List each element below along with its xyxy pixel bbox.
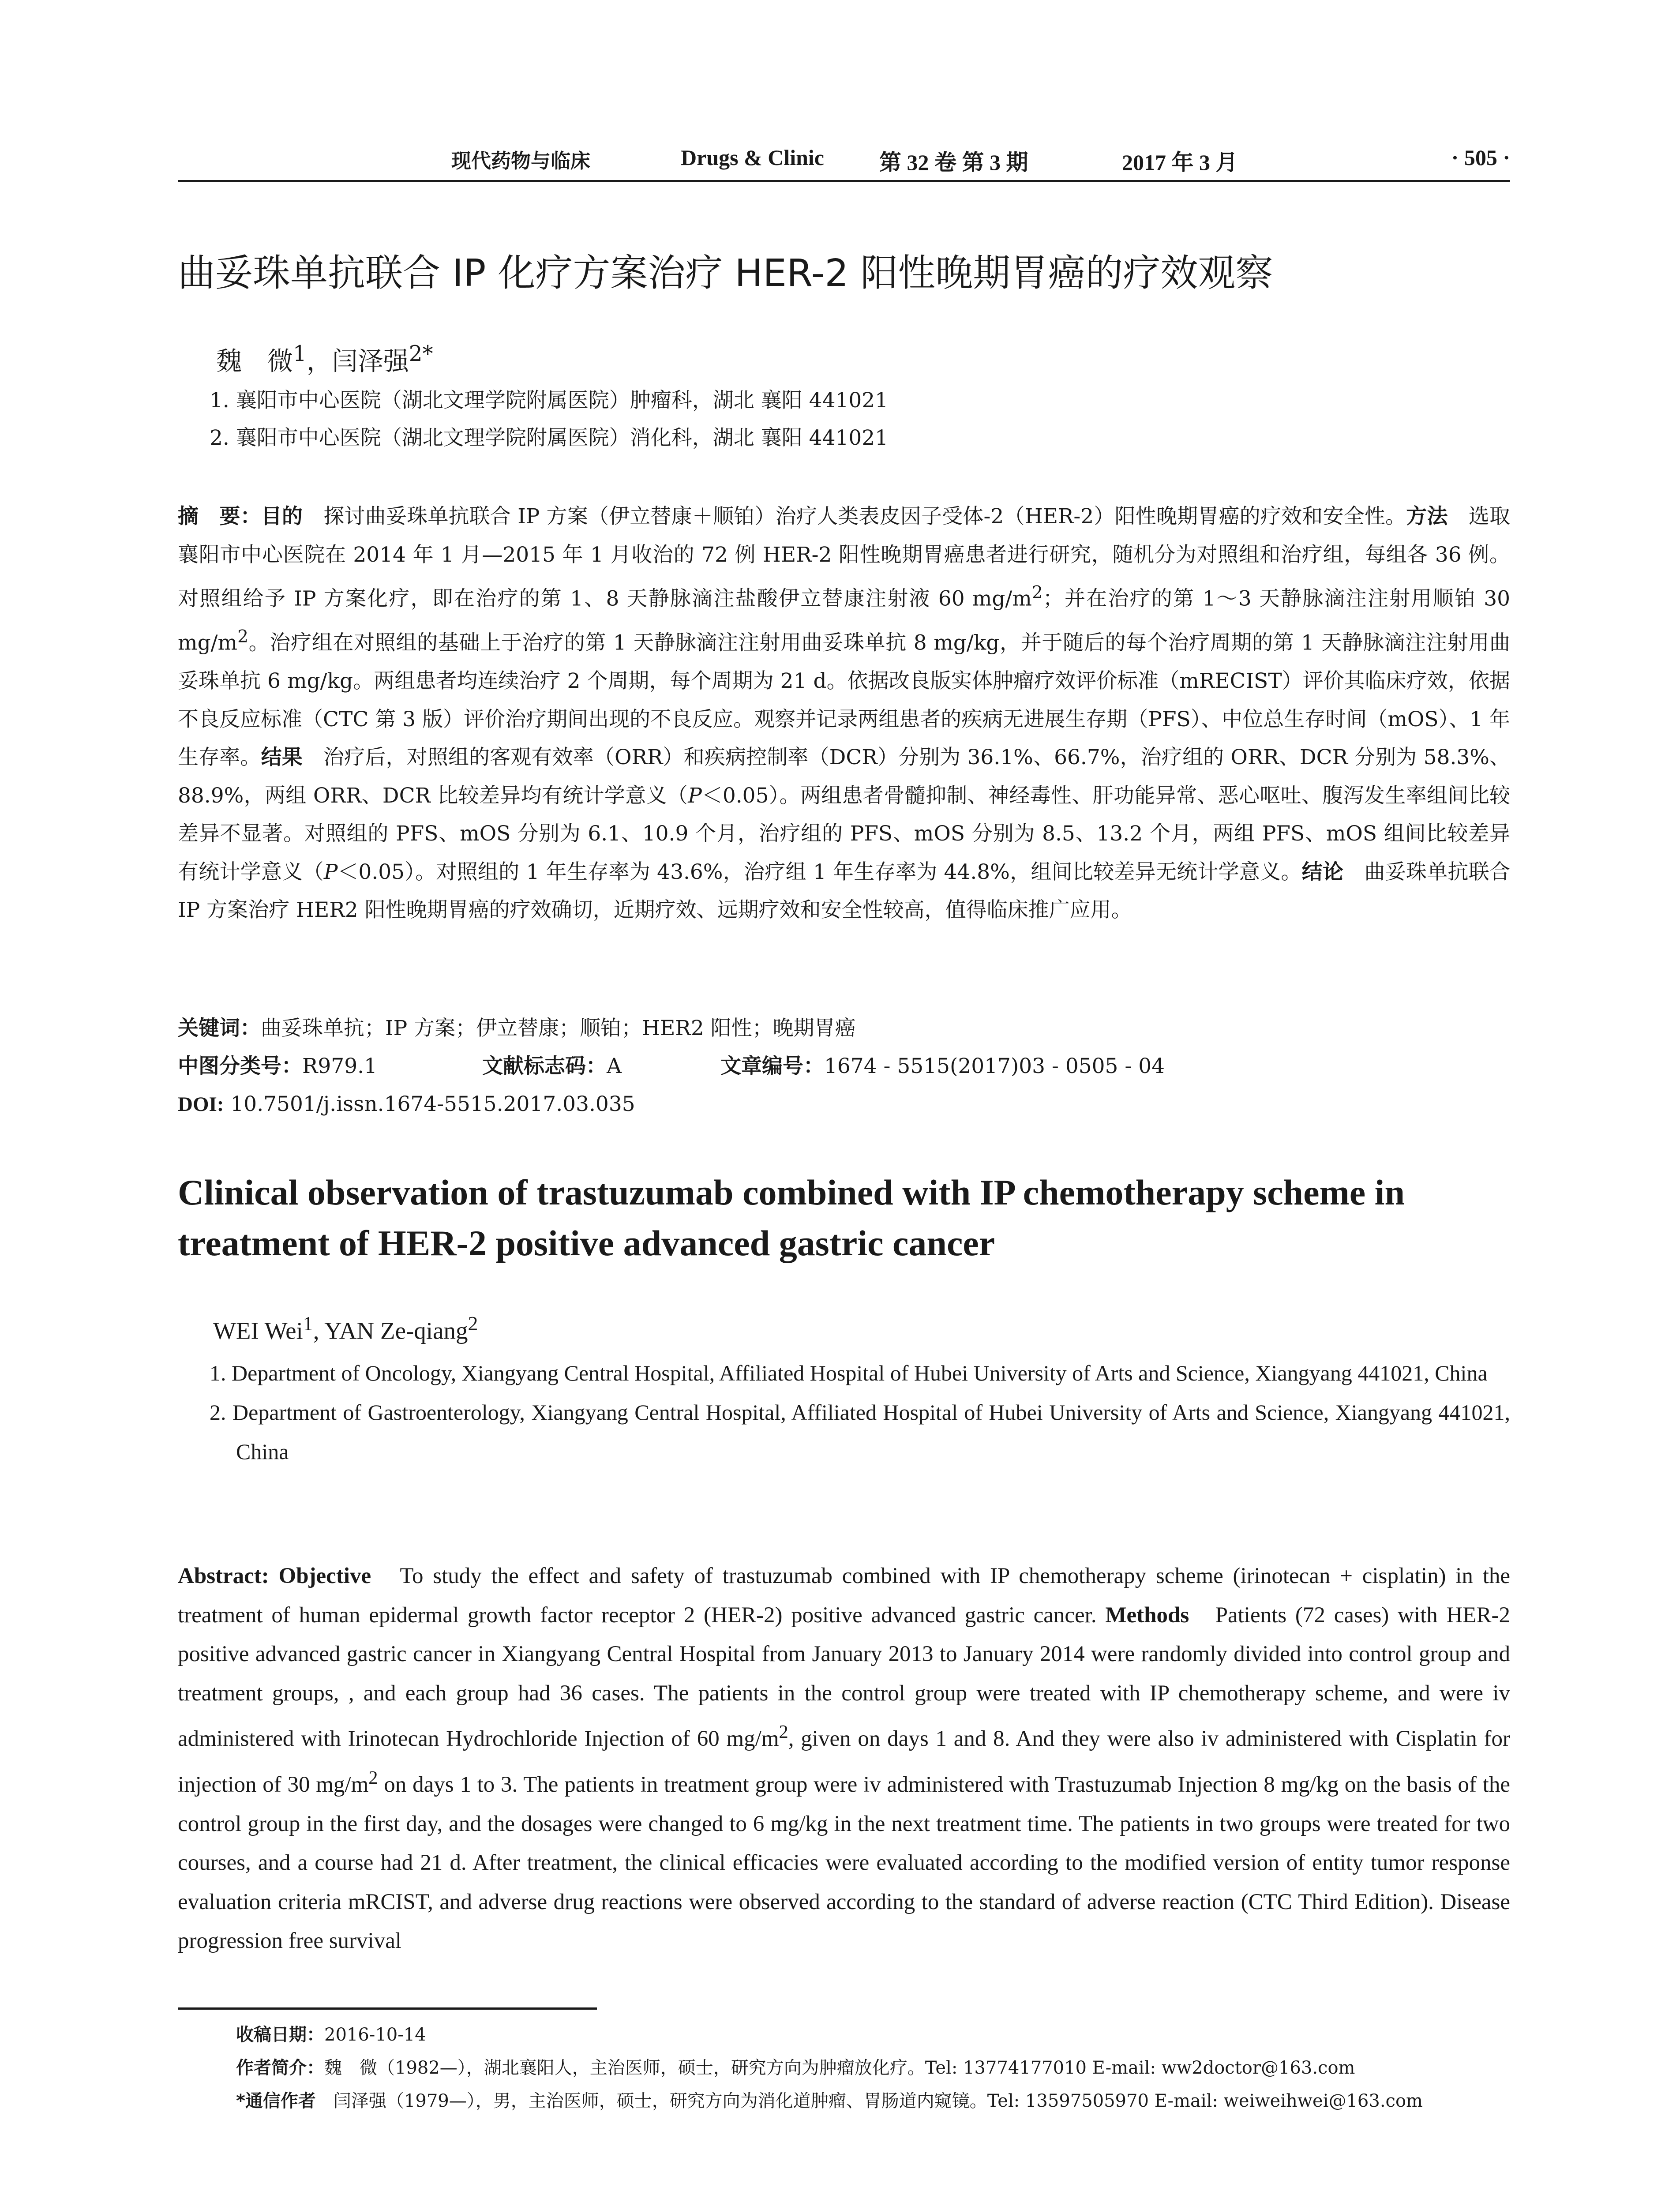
journal-name-en: Drugs & Clinic bbox=[681, 145, 824, 170]
received-value: 2016-10-14 bbox=[324, 2025, 426, 2045]
author-name: YAN Ze-qiang bbox=[324, 1317, 468, 1344]
clc-label: 中图分类号： bbox=[178, 1054, 302, 1078]
author-affil-sup: 1 bbox=[303, 1312, 313, 1335]
bio-text: 魏 微（1982—），湖北襄阳人，主治医师，硕士，研究方向为肿瘤放化疗。Tel: 13774177010 E-mail: ww2doctor@163.com bbox=[324, 2058, 1355, 2078]
results-text: ＜0.05）。两组患者骨髓抑制、神经毒性、肝功能异常、恶心呕吐、腹泻发生率组间比较差异不显著。对照组的 PFS、mOS 分别为 6.1、10.9 个月，治疗组的 PFS、mOS 分别为 8.5、13.2 个月，两组 PFS、mOS 组间比较差异有统计学意义（ bbox=[178, 783, 1510, 884]
methods-text: Patients (72 cases) with HER-2 positive advanced gastric cancer in Xiangyang Central Hospital from January 2013 to January 2014 were randomly divided into control group and treatment groups, , and each group had 36 cases. The patients in the control group were treated with IP chemotherapy scheme, and were iv administered with Irinotecan Hydrochloride Injection of 60 mg/m bbox=[178, 1602, 1511, 1752]
page-number: · 505 · bbox=[1451, 145, 1510, 170]
superscript: 2 bbox=[368, 1767, 378, 1788]
corresponding-label: *通信作者 bbox=[236, 2091, 316, 2111]
affiliation-item: 2. Department of Gastroenterology, Xiangyang Central Hospital, Affiliated Hospital of Hubei University of Arts and Science, Xiangyang 441021, China bbox=[210, 1400, 1510, 1464]
methods-label: Methods bbox=[1105, 1602, 1189, 1628]
corresponding-text: 闫泽强（1979—），男，主治医师，硕士，研究方向为消化道肿瘤、胃肠道内窥镜。Tel: 13597505970 E-mail: weiweihwei@163.com bbox=[333, 2091, 1423, 2111]
author-name: 闫泽强 bbox=[332, 346, 409, 376]
article-title-cn: 曲妥珠单抗联合 IP 化疗方案治疗 HER-2 阳性晚期胃癌的疗效观察 bbox=[178, 251, 1273, 295]
received-label: 收稿日期： bbox=[236, 2025, 324, 2045]
author-affil-sup: 2 bbox=[468, 1312, 478, 1335]
superscript: 2 bbox=[237, 627, 248, 647]
footnote-divider bbox=[178, 2007, 597, 2010]
conclusion-label: 结论 bbox=[1301, 859, 1344, 884]
keywords-text: 曲妥珠单抗；IP 方案；伊立替康；顺铂；HER2 阳性；晚期胃癌 bbox=[261, 1016, 856, 1040]
author-bio bbox=[236, 2052, 1510, 2085]
doc-code-value: A bbox=[607, 1054, 622, 1078]
objective-text: To study the effect and safety of trastuzumab combined with IP chemotherapy scheme (irinotecan + cisplatin) in the treatment of human epidermal growth factor receptor 2 (HER-2) positive advanced gastric cancer. bbox=[178, 1564, 1511, 1628]
methods-text: , given on days 1 and 8. And they were also iv administered with Cisplatin for injection of 30 mg/m bbox=[178, 1726, 1510, 1797]
authors-en bbox=[213, 1306, 1545, 1348]
journal-name-cn: 现代药物与临床 bbox=[451, 149, 591, 173]
doi-value: 10.7501/j.issn.1674-5515.2017.03.035 bbox=[230, 1092, 635, 1116]
affiliations-cn bbox=[210, 382, 1542, 457]
bio-label: 作者简介： bbox=[236, 2058, 324, 2078]
author-separator: , bbox=[313, 1317, 325, 1344]
keywords-label: 关键词： bbox=[178, 1016, 261, 1040]
article-number-label: 文章编号： bbox=[720, 1054, 824, 1078]
affiliation-item: 1. Department of Oncology, Xiangyang Central Hospital, Affiliated Hospital of Hubei University of Arts and Science, Xiangyang 441021, China bbox=[210, 1361, 1488, 1385]
results-text: 治疗后，对照组的客观有效率（ORR）和疾病控制率（DCR）分别为 36.1%、66.7%，治疗组的 ORR、DCR 分别为 58.3%、88.9%，两组 ORR、DCR 比较差异均有统计学意义（ bbox=[178, 745, 1511, 808]
authors-cn bbox=[216, 336, 1549, 379]
doi-row bbox=[178, 1085, 1510, 1123]
conclusion-text: 曲妥珠单抗联合 IP 方案治疗 HER2 阳性晚期胃癌的疗效确切，近期疗效、远期疗效和安全性较高，值得临床推广应用。 bbox=[178, 859, 1511, 923]
methods-text: 。治疗组在对照组的基础上于治疗的第 1 天静脉滴注注射用曲妥珠单抗 8 mg/kg，并于随后的每个治疗周期的第 1 天静脉滴注注射用曲妥珠单抗 6 mg/kg。两组患者均连续治疗 2 个周期，每个周期为 21 d。依据改良版实体肿瘤疗效评价标准（mRECIST）评价其临床疗效，依据不良反应标准（CTC 第 3 版）评价治疗期间出现的不良反应。观察并记录两组患者的疾病无进展生存期（PFS）、中位总生存时间（mOS）、1 年生存率。 bbox=[178, 630, 1510, 770]
p-value-symbol: P bbox=[323, 859, 338, 884]
abstract-cn bbox=[178, 498, 1510, 930]
article-title-en: Clinical observation of trastuzumab combined with IP chemotherapy scheme in treatment of HER-2 positive advanced gastric cancer bbox=[178, 1172, 1405, 1263]
superscript: 2 bbox=[779, 1722, 788, 1743]
methods-text: 选取襄阳市中心医院在 2014 年 1 月—2015 年 1 月收治的 72 例 HER-2 阳性晚期胃癌患者进行研究，随机分为对照组和治疗组，每组各 36 例。对照组给予 IP 方案化疗，即在治疗的第 1、8 天静脉滴注盐酸伊立替康注射液 60 mg/m bbox=[178, 504, 1511, 611]
objective-text: 探讨曲妥珠单抗联合 IP 方案（伊立替康＋顺铂）治疗人类表皮因子受体-2（HER-2）阳性晚期胃癌的疗效和安全性。 bbox=[323, 504, 1406, 529]
author-affil-sup: 2* bbox=[409, 341, 433, 366]
article-meta-cn bbox=[178, 1009, 1510, 1123]
doc-code-label: 文献标志码： bbox=[482, 1054, 607, 1078]
clc-value: R979.1 bbox=[302, 1054, 377, 1078]
author-name: 魏 微 bbox=[216, 346, 293, 376]
abstract-en bbox=[178, 1557, 1510, 1961]
received-date bbox=[236, 2018, 1510, 2052]
author-affil-sup: 1 bbox=[293, 341, 307, 366]
objective-label: 目的 bbox=[261, 504, 303, 529]
corresponding-author bbox=[236, 2085, 1510, 2118]
footnotes bbox=[236, 2018, 1510, 2118]
article-number-value: 1674 - 5515(2017)03 - 0505 - 04 bbox=[824, 1054, 1165, 1078]
p-value-symbol: P bbox=[688, 783, 702, 808]
doi-label: DOI: bbox=[178, 1093, 224, 1116]
volume-issue: 第 32 卷 第 3 期 bbox=[879, 150, 1028, 175]
affiliation-item: 1. 襄阳市中心医院（湖北文理学院附属医院）肿瘤科，湖北 襄阳 441021 bbox=[210, 388, 889, 413]
methods-label: 方法 bbox=[1406, 504, 1448, 529]
results-text: ＜0.05）。对照组的 1 年生存率为 43.6%，治疗组 1 年生存率为 44.8%，组间比较差异无统计学意义。 bbox=[338, 859, 1302, 884]
issue-date: 2017 年 3 月 bbox=[1122, 150, 1238, 175]
methods-text: ；并在治疗的第 1～3 天静脉滴注注射用顺铂 30 mg/m bbox=[178, 586, 1510, 655]
author-name: WEI Wei bbox=[213, 1317, 303, 1344]
affiliations-en bbox=[210, 1354, 1510, 1471]
classification-row bbox=[178, 1047, 1510, 1085]
superscript: 2 bbox=[1031, 583, 1043, 603]
methods-text: on days 1 to 3. The patients in treatment group were iv administered with Trastuzumab Injection 8 mg/kg on the basis of the control group in the first day, and the dosages were changed to 6 mg/kg in the next treatment time. The patients in two groups were treated for two courses, and a course had 21 d. After treatment, the clinical efficacies were evaluated according to the modified version of entity tumor response evaluation criteria mRCIST, and adverse drug reactions were observed according to the standard of adverse reaction (CTC Third Edition). Disease progression free survival bbox=[178, 1772, 1510, 1954]
author-separator: ， bbox=[306, 346, 332, 376]
keywords-row bbox=[178, 1009, 1510, 1047]
running-header bbox=[178, 142, 1510, 182]
results-label: 结果 bbox=[261, 745, 303, 770]
abstract-objective-label: Abstract: Objective bbox=[178, 1564, 371, 1588]
abstract-label: 摘 要： bbox=[178, 504, 261, 529]
affiliation-item: 2. 襄阳市中心医院（湖北文理学院附属医院）消化科，湖北 襄阳 441021 bbox=[210, 426, 889, 450]
